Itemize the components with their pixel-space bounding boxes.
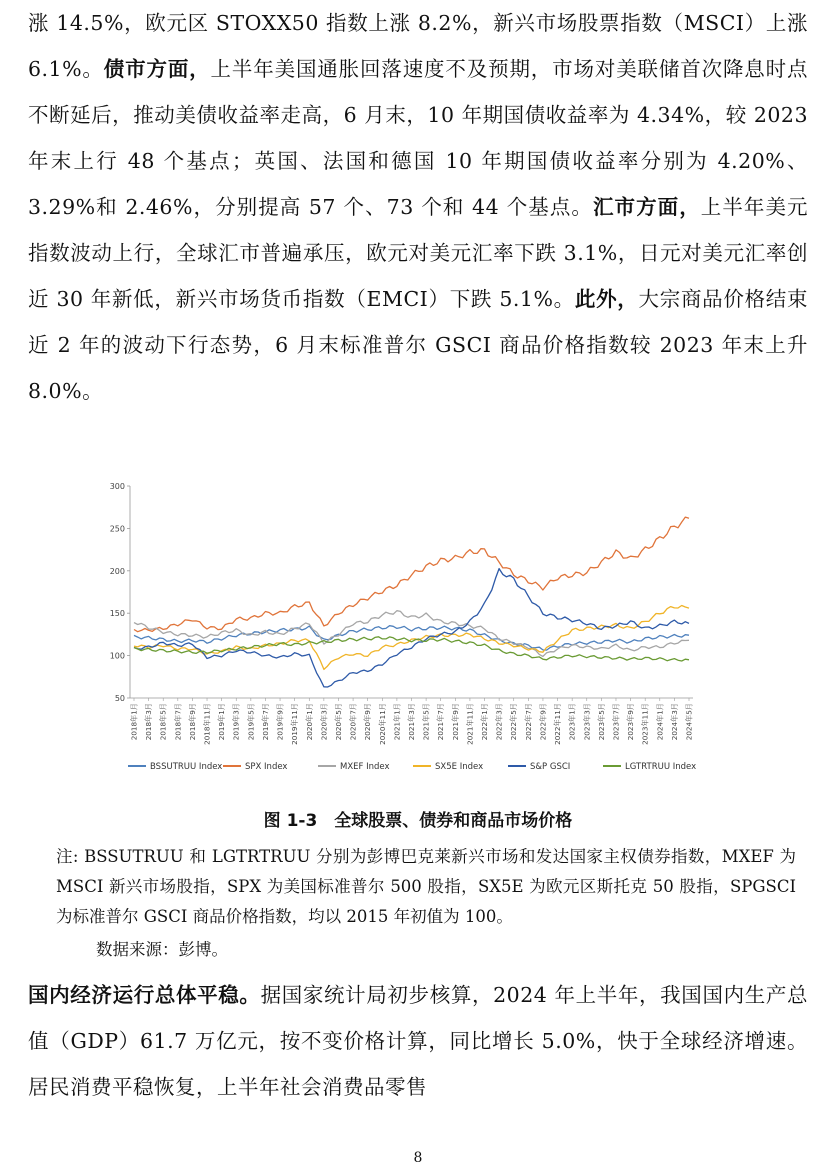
x-tick-label: 2024年5月	[684, 703, 694, 741]
legend-label: BSSUTRUU Index	[150, 762, 223, 772]
x-tick-label: 2022年1月	[480, 703, 490, 741]
x-tick-label: 2020年11月	[377, 703, 387, 745]
market-price-chart	[108, 478, 708, 778]
x-tick-label: 2018年3月	[144, 703, 154, 741]
legend	[128, 762, 696, 772]
text-domestic-economy: 据国家统计局初步核算，2024 年上半年，我国国内生产总值（GDP）61.7 万亿元，按不变价格计算，同比增长 5.0%，快于全球经济增速。居民消费平稳恢复，上半年社会消费品零售	[28, 983, 809, 1099]
y-tick-label: 300	[109, 482, 125, 491]
x-tick-label: 2018年1月	[129, 703, 139, 741]
text-fx-market: 上半年美元指数波动上行，全球汇市普遍承压，欧元对美元汇率下跌 3.1%，日元对美元汇率创近 30 年新低，新兴市场货币指数（EMCI）下跌 5.1%。	[28, 195, 809, 311]
legend-label: SX5E Index	[435, 762, 484, 772]
x-tick-label: 2020年3月	[319, 703, 329, 741]
text-commodities: 大宗商品价格结束近 2 年的波动下行态势，6 月末标准普尔 GSCI 商品价格指数较 2023 年末上升 8.0%。	[28, 287, 809, 403]
legend-label: S&P GSCI	[530, 762, 571, 772]
x-axis	[130, 698, 694, 745]
series-line-sx5e-index	[134, 606, 689, 670]
x-tick-label: 2023年1月	[567, 703, 577, 741]
y-tick-label: 100	[109, 651, 125, 661]
x-tick-label: 2023年11月	[640, 703, 650, 745]
x-tick-label: 2020年9月	[363, 703, 373, 741]
x-tick-label: 2022年3月	[494, 703, 504, 741]
x-tick-label: 2019年9月	[275, 703, 285, 741]
legend-label: MXEF Index	[340, 762, 390, 772]
y-tick-label: 50	[114, 694, 125, 703]
x-tick-label: 2021年9月	[450, 703, 460, 741]
x-tick-label: 2018年9月	[187, 703, 197, 741]
x-tick-label: 2021年11月	[465, 703, 475, 745]
heading-fx-market: 汇市方面，	[592, 195, 701, 219]
series-lines	[134, 517, 689, 687]
heading-besides: 此外，	[574, 287, 639, 311]
x-tick-label: 2021年1月	[392, 703, 402, 741]
x-tick-label: 2023年3月	[582, 703, 592, 741]
figure-caption: 图 1-3 全球股票、债券和商品市场价格	[263, 811, 573, 831]
data-source: 数据来源：彭博。	[96, 940, 228, 959]
x-tick-label: 2022年11月	[553, 703, 563, 745]
x-tick-label: 2019年11月	[290, 703, 300, 745]
x-tick-label: 2019年3月	[231, 703, 241, 741]
series-line-mxef-index	[134, 611, 689, 657]
x-tick-label: 2022年5月	[509, 703, 519, 741]
x-tick-label: 2021年7月	[436, 703, 446, 741]
x-tick-label: 2022年7月	[523, 703, 533, 741]
legend-label: SPX Index	[245, 762, 288, 772]
x-tick-label: 2020年5月	[333, 703, 343, 741]
y-tick-label: 250	[109, 524, 125, 534]
x-tick-label: 2020年1月	[304, 703, 314, 741]
x-tick-label: 2018年11月	[202, 703, 212, 745]
y-tick-label: 150	[109, 609, 125, 619]
body-paragraph-domestic	[28, 972, 808, 1110]
x-tick-label: 2019年5月	[246, 703, 256, 741]
x-tick-label: 2019年1月	[217, 703, 227, 741]
x-tick-label: 2023年7月	[611, 703, 621, 741]
body-paragraph-markets	[28, 0, 808, 414]
x-tick-label: 2024年3月	[669, 703, 679, 741]
page-number: 8	[413, 1150, 423, 1166]
x-tick-label: 2021年5月	[421, 703, 431, 741]
heading-bond-market: 债市方面，	[103, 57, 211, 81]
text-equity-tail: 涨 14.5%，欧元区 STOXX50 指数上涨 8.2%，新兴市场股票指数（MSCI）上涨 6.1%。	[28, 11, 808, 81]
series-line-s-p-gsci	[134, 569, 689, 687]
x-tick-label: 2021年3月	[407, 703, 416, 741]
legend-label: LGTRTRUU Index	[625, 762, 697, 772]
heading-domestic-economy: 国内经济运行总体平稳。	[28, 983, 261, 1007]
x-tick-label: 2020年7月	[348, 703, 358, 741]
x-tick-label: 2023年5月	[596, 703, 606, 741]
y-tick-label: 200	[109, 566, 125, 576]
x-tick-label: 2018年7月	[173, 703, 183, 741]
x-tick-label: 2022年9月	[538, 703, 548, 741]
text-bond-market: 上半年美国通胀回落速度不及预期，市场对美联储首次降息时点不断延后，推动美债收益率走高，6 月末，10 年期国债收益率为 4.34%，较 2023 年末上行 48 个基点；英国、法国和德国 10 年期国债收益率分别为 4.20%、3.29%和 2.46%，分别提高 57 个、73 个和 44 个基点。	[28, 57, 809, 219]
x-tick-label: 2024年1月	[655, 703, 665, 741]
series-line-spx-index	[134, 517, 689, 632]
x-tick-label: 2018年5月	[158, 703, 168, 741]
figure-note: 注: BSSUTRUU 和 LGTRTRUU 分别为彭博巴克莱新兴市场和发达国家主权债券指数，MXEF 为 MSCI 新兴市场股指，SPX 为美国标准普尔 500 股指，SX5E 为欧元区斯托克 50 股指，SPGSCI 为标准普尔 GSCI 商品价格指数，均以 2015 年初值为 100。	[56, 847, 796, 926]
y-axis	[110, 482, 130, 703]
x-tick-label: 2023年9月	[626, 703, 636, 741]
x-tick-label: 2019年7月	[260, 703, 270, 741]
